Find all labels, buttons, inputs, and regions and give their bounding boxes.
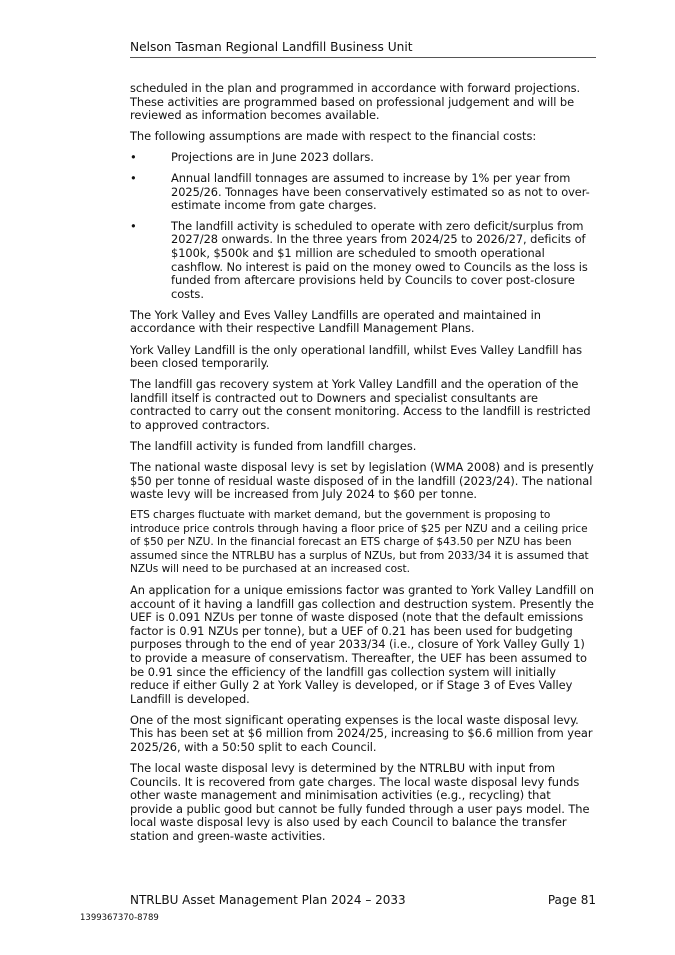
footer-page-number: Page 81 bbox=[547, 893, 596, 907]
list-item: • Annual landfill tonnages are assumed to increase by 1% per year from 2025/26. Tonnages have been conservatively estimated so as not to over-estimate income from gate charges. bbox=[130, 172, 596, 213]
list-item: • Projections are in June 2023 dollars. bbox=[130, 151, 596, 165]
paragraph-funded: The landfill activity is funded from landfill charges. bbox=[130, 439, 417, 454]
paragraph-gas-recovery: The landfill gas recovery system at York Valley Landfill and the operation of the landfill itself is contracted out to Downers and specialist consultants are contracted to carry out the consent monitoring. Access to the landfill is restricted to approved contractors. bbox=[130, 377, 591, 432]
page-header bbox=[130, 40, 596, 58]
document-id: 1399367370-8789 bbox=[80, 913, 159, 923]
page-footer bbox=[130, 893, 596, 908]
page-body bbox=[130, 82, 596, 851]
paragraph-intro: scheduled in the plan and programmed in accordance with forward projections. These activities are programmed based on professional judgement and will be reviewed as information becomes available. bbox=[130, 81, 581, 123]
paragraph-york-eves: The York Valley and Eves Valley Landfills are operated and maintained in accordance with their respective Landfill Management Plans. bbox=[130, 307, 541, 336]
footer-doc-title: NTRLBU Asset Management Plan 2024 – 2033 bbox=[130, 893, 406, 907]
paragraph-uef: An application for a unique emissions factor was granted to York Valley Landfill on account of it having a landfill gas collection and destruction system. Presently the UEF is 0.091 NZUs per tonne of waste disposed (note that the default emissions factor is 0.91 NZUs per tonne), but a UEF of 0.21 has been used for budgeting purposes through to the end of year 2033/34 (i.e., closure of York Valley Gully 1) to provide a measure of conservatism. Thereafter, the UEF has been assumed to be 0.91 since the efficiency of the landfill gas collection system will initially reduce if either Gully 2 at York Valley is developed, or if Stage 3 of Eves Valley Landfill is developed. bbox=[130, 582, 594, 706]
header-title: Nelson Tasman Regional Landfill Business Unit bbox=[130, 40, 413, 54]
paragraph-assumptions: The following assumptions are made with respect to the financial costs: bbox=[130, 129, 537, 144]
paragraph-local-levy-determined: The local waste disposal levy is determined by the NTRLBU with input from Councils. It is recovered from gate charges. The local waste disposal levy funds other waste management and minimisation activities (e.g., recycling) that provide a public good but cannot be fully funded through a user pays model. The local waste disposal levy is also used by each Council to balance the transfer station and green-waste activities. bbox=[130, 761, 590, 844]
paragraph-operational: York Valley Landfill is the only operational landfill, whilst Eves Valley Landfill has been closed temporarily. bbox=[130, 342, 583, 371]
paragraph-local-levy-expense: One of the most significant operating expenses is the local waste disposal levy. This has been set at $6 million from 2024/25, increasing to $6.6 million from year 2025/26, with a 50:50 split to each Council. bbox=[130, 712, 593, 754]
assumptions-list bbox=[130, 151, 596, 301]
paragraph-ets: ETS charges fluctuate with market demand, but the government is proposing to introduce price controls through having a floor price of $25 per NZU and a ceiling price of $50 per NZU. In the financial forecast an ETS charge of $43.50 per NZU has been assumed since the NTRLBU has a surplus of NZUs, but from 2033/34 it is assumed that NZUs will need to be purchased at an increased cost. bbox=[130, 509, 589, 576]
list-item: • The landfill activity is scheduled to operate with zero deficit/surplus from 2027/28 onwards. In the three years from 2024/25 to 2026/27, deficits of $100k, $500k and $1 million are scheduled to smooth operational cashflow. No interest is paid on the money owed to Councils as the loss is funded from aftercare provisions held by Councils to cover post-closure costs. bbox=[130, 220, 596, 302]
paragraph-national-levy: The national waste disposal levy is set by legislation (WMA 2008) and is presently $50 per tonne of residual waste disposed of in the landfill (2023/24). The national waste levy will be increased from July 2024 to $60 per tonne. bbox=[130, 460, 594, 502]
